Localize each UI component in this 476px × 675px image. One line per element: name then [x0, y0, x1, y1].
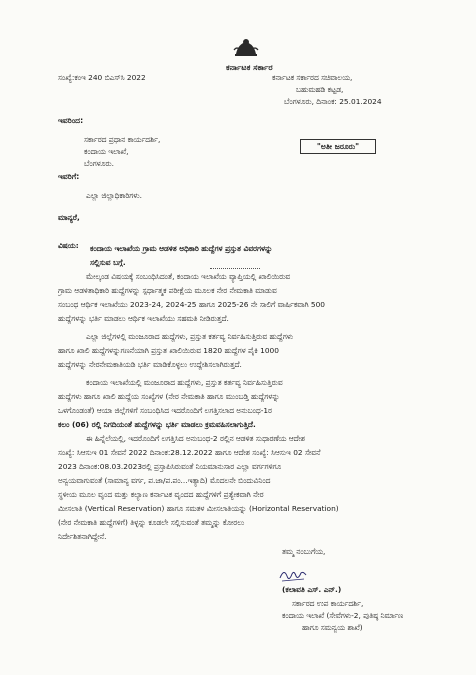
paragraph-line: ನಿರ್ದೇಶಿತನಾಗಿದ್ದೇನೆ.: [58, 532, 107, 541]
paragraph-line: ಮೇಲ್ಕಂಡ ವಿಷಯಕ್ಕೆ ಸಂಬಂಧಿಸಿದಂತೆ, ಕಂದಾಯ ಇಲಾಖೆಯ ವ್ಯಾಪ್ತಿಯಲ್ಲಿ ಖಾಲಿಯಿರುವ: [86, 272, 291, 281]
paragraph-line: ಮೀಸಲಾತಿ (Vertical Reservation) ಹಾಗೂ ಸಮತಳ ಮೀಸಲಾತಿಯನ್ನು (Horizontal Reservation): [58, 504, 339, 513]
from-line-designation: ಸರ್ಕಾರದ ಪ್ರಧಾನ ಕಾರ್ಯದರ್ಶಿ,: [84, 135, 161, 144]
salutation: ಮಾನ್ಯರೆ,: [58, 213, 80, 222]
paragraph-line: 2023 ದಿನಾಂಕ:08.03.2023ರಲ್ಲಿ ಪ್ರಸ್ತಾಪಿಸಿರುವಂತೆ ನಿಯಮಾನುಸಾರ ಎಲ್ಲಾ ವರ್ಗಗಳಿಗೂ: [58, 462, 282, 471]
paragraph-line: ಕಂದಾಯ ಇಲಾಖೆಯಲ್ಲಿ ಮಂಜೂರಾದ ಹುದ್ದೆಗಳು, ಪ್ರಸ್ತುತ ಕರ್ತವ್ಯ ನಿರ್ವಹಿಸುತ್ತಿರುವ: [86, 378, 283, 387]
subject-label: ವಿಷಯ:: [58, 241, 79, 250]
signatory-name: (ಕಲಾವತಿ ಎಸ್. ಎನ್.): [282, 585, 342, 594]
urgent-stamp: "ಅತೀ ಜರೂರು": [300, 139, 376, 154]
closing: ತಮ್ಮ ನಂಬುಗೆಯ,: [282, 547, 326, 556]
divider: [210, 268, 260, 269]
paragraph-line: ಸಂಖ್ಯೆ: ಸಿಆಸುಇ 01 ಸೇವನೆ 2022 ದಿನಾಂಕ:28.12.2022 ಹಾಗೂ ಆದೇಶ ಸಂಖ್ಯೆ: ಸಿಆಸುಇ 02 ಸೇವನೆ: [58, 448, 321, 457]
from-line-department: ಕಂದಾಯ ಇಲಾಖೆ,: [84, 147, 129, 156]
paragraph-line: ಕಲಂ (06) ರಲ್ಲಿ ನಿಗದಿಯಂತೆ ಹುದ್ದೆಗಳನ್ನು ಭರ್ತಿ ಮಾಡಲು ಕ್ರಮವಹಿಸಲಾಗುತ್ತಿದೆ.: [58, 420, 256, 429]
paragraph-line: ಸ್ಥಳೀಯ ಮೂಲ ವೃಂದ ಮತ್ತು ಕಲ್ಯಾಣ ಕರ್ನಾಟಕ ವೃಂದದ ಹುದ್ದೆಗಳಿಗೆ ಪ್ರತ್ಯೇಕವಾಗಿ ನೇರ: [58, 490, 264, 499]
address-line-building: ಬಹುಮಹಡಿ ಕಟ್ಟಡ,: [296, 85, 344, 94]
letter-number: ಸಂಖ್ಯೆ:ಕಂಇ 240 ಬಿಎಸ್‌ಸಿ 2022: [58, 73, 146, 82]
signatory-unit: ಹಾಗೂ ಸಮನ್ವಯ ಶಾಖೆ): [302, 623, 363, 632]
signatory-department: ಕಂದಾಯ ಇಲಾಖೆ (ಸೇವೆಗಳು-2, ಪುತಿಷ್ಠ ನಿರ್ಮಾಣ: [282, 611, 404, 620]
body-paragraph-4: [58, 432, 418, 544]
subject-line: ಸಲ್ಲಿಸುವ ಬಗ್ಗೆ.: [90, 258, 126, 267]
body-paragraph-3: [58, 376, 418, 432]
paragraph-line: ಈ ಹಿನ್ನೆಲೆಯಲ್ಲಿ, ಇದರೊಂದಿಗೆ ಲಗತ್ತಿಸಿದ ಅನುಬಂಧ-2 ರಲ್ಲಿನ ಆಡಳಿತ ಸುಧಾರಣೆಯ ಆದೇಶ: [86, 434, 305, 443]
paragraph-line: ಹುದ್ದೆಗಳನ್ನು ನೇರನೇಮಕಾತಿಯಡಿ ಭರ್ತಿ ಮಾಡಿಕೊಳ್ಳಲು ಉದ್ದೇಶಿಸಲಾಗಿರುತ್ತದೆ.: [58, 360, 242, 369]
paragraph-line: ಒಳಗೊಂಡಂತೆ) ಆಯಾ ಜಿಲ್ಲೆಗಳಿಗೆ ಸಂಬಂಧಿಸಿದ ಇದರೊಂದಿಗೆ ಲಗತ್ತಿಸಲಾದ ಅನುಬಂಧ-1ರ: [58, 406, 272, 415]
signatory-designation: ಸರ್ಕಾರದ ಉಪ ಕಾರ್ಯದರ್ಶಿ,: [292, 599, 364, 608]
subject-text: [90, 242, 272, 270]
subject-line: ಕಂದಾಯ ಇಲಾಖೆಯ ಗ್ರಾಮ ಆಡಳಿತ ಅಧಿಕಾರಿ ಹುದ್ದೆಗಳ ಪ್ರಸ್ತುತ ವಿವರಗಳನ್ನು: [90, 244, 273, 253]
body-paragraph-2: [58, 330, 418, 372]
paragraph-line: ಅನ್ವಯವಾಗುವಂತೆ (ಸಾಮಾನ್ಯ ವರ್ಗ, ಪ.ಜಾ/ಪ.ಪಂ...ಇತ್ಯಾದಿ) ಮೊದಲನೇ ಬಿಂದುವಿನಿಂದ: [58, 476, 271, 485]
paragraph-line: ಗ್ರಾಮ ಆಡಳಿತಾಧಿಕಾರಿ ಹುದ್ದೆಗಳನ್ನು ಸ್ಪರ್ಧಾತ್ಮಕ ಪರೀಕ್ಷೆಯ ಮೂಲಕ ನೇರ ನೇಮಕಾತಿ ಮಾಡುವ: [58, 286, 277, 295]
address-line-secretariat: ಕರ್ನಾಟಕ ಸರ್ಕಾರದ ಸಚಿವಾಲಯ,: [272, 73, 353, 82]
from-label: ಇವರಿಂದ:: [58, 116, 84, 125]
to-line: ಎಲ್ಲಾ ಜಿಲ್ಲಾಧಿಕಾರಿಗಳು.: [86, 191, 142, 200]
paragraph-line: ಹುದ್ದೆಗಳು ಹಾಗೂ ಖಾಲಿ ಹುದ್ದೆಯ ಸಂಖ್ಯೆಗಳ (ನೇರ ನೇಮಕಾತಿ ಹಾಗೂ ಮುಂಬಡ್ತಿ ಹುದ್ದೆಗಳನ್ನು: [58, 392, 280, 401]
paragraph-line: ಎಲ್ಲಾ ಜಿಲ್ಲೆಗಳಲ್ಲಿ ಮಂಜೂರಾದ ಹುದ್ದೆಗಳು, ಪ್ರಸ್ತುತ ಕರ್ತವ್ಯ ನಿರ್ವಹಿಸುತ್ತಿರುವ ಹುದ್ದೆಗಳು: [86, 332, 294, 341]
karnataka-emblem-icon: [232, 36, 260, 58]
body-paragraph-1: [58, 270, 418, 326]
signature: [278, 566, 308, 584]
paragraph-line: (ನೇರ ನೇಮಕಾತಿ ಹುದ್ದೆಗಳಿಗೆ) ತಿಳ್ಳನ್ನು ಕೂಡಲೇ ಸಲ್ಲಿಸುವಂತೆ ತಮ್ಮನ್ನು ಕೋರಲು: [58, 518, 245, 527]
paragraph-line: ಹಾಗೂ ಖಾಲಿ ಹುದ್ದೆಗಳನ್ನುಗಣನೆಯಾಗಿ ಪ್ರಸ್ತುತ ಖಾಲಿಯಿರುವ 1820 ಹುದ್ದೆಗಳ ಪೈಕಿ 1000: [58, 346, 279, 355]
to-label: ಇವರಿಗೆ:: [58, 172, 80, 181]
paragraph-line: ಹುದ್ದೆಗಳನ್ನು ಭರ್ತಿ ಮಾಡಲು ಆರ್ಥಿಕ ಇಲಾಖೆಯು ಸಹಮತಿ ನೀಡಿರುತ್ತದೆ.: [58, 314, 229, 323]
paragraph-line: ಸಂಬಂಧ ಆರ್ಥಿಕ ಇಲಾಖೆಯು 2023-24, 2024-25 ಹಾಗೂ 2025-26 ನೇ ಸಾಲಿಗೆ ವಾರ್ಷಿಕವಾಗಿ 500: [58, 300, 325, 309]
government-title: ಕರ್ನಾಟಕ ಸರ್ಕಾರ: [226, 62, 273, 72]
from-line-city: ಬೆಂಗಳೂರು.: [84, 159, 114, 168]
address-line-date: ಬೆಂಗಳೂರು, ದಿನಾಂಕ: 25.01.2024: [284, 97, 382, 106]
